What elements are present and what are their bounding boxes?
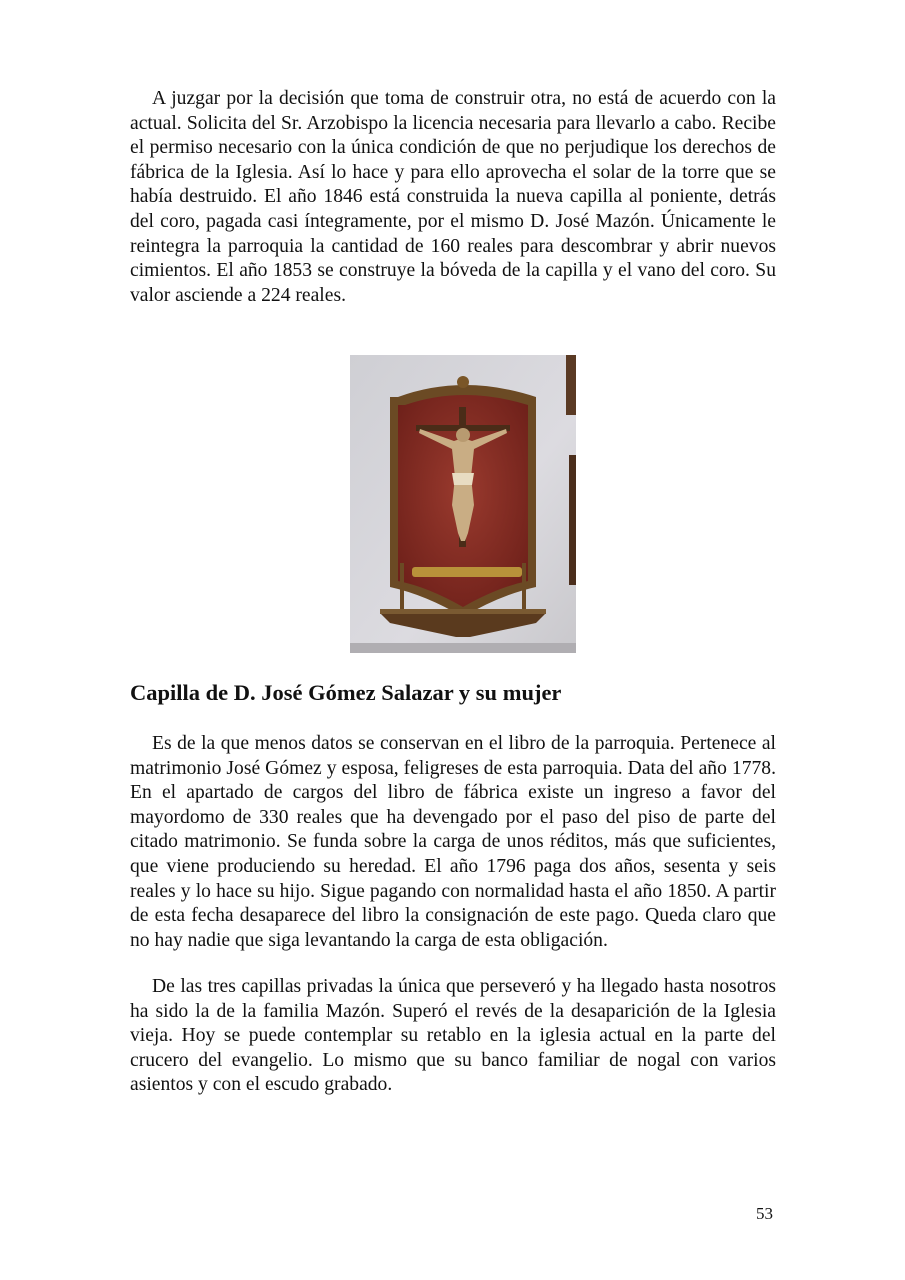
crucifix-photo [350,355,576,653]
section-heading: Capilla de D. José Gómez Salazar y su mujer [130,680,562,705]
page-number: 53 [756,1204,773,1223]
paragraph-capillas-privadas: De las tres capillas privadas la única que perseveró y ha llegado hasta nosotros ha sido la de la familia Mazón. Superó el revés de la desaparición de la Iglesia vieja. Hoy se puede contemplar su retablo en la iglesia actual en la parte del crucero del evangelio. Lo mismo que su banco familiar de nogal con varios asientos y con el escudo grabado. [130,976,776,1096]
paragraph-capilla-gomez: Es de la que menos datos se conservan en el libro de la parroquia. Pertenece al matrimonio José Gómez y esposa, feligreses de esta parroquia. Data del año 1778. En el apartado de cargos del libro de fábrica existe un ingreso a favor del mayordomo de 330 reales que ha devengado por el paso del piso de parte del citado matrimonio. Se funda sobre la carga de unos réditos, más que suficientes, que viene produciendo su heredad. El año 1796 paga dos años, sesenta y seis reales y lo hace su hijo. Sigue pagando con normalidad hasta el año 1850. A partir de esta fecha desaparece del libro la consignación de este pago. Queda claro que no hay nadie que siga levantando la carga de esta obligación. [130,733,776,951]
paragraph-capilla-mazon: A juzgar por la decisión que toma de construir otra, no está de acuerdo con la actual. Solicita del Sr. Arzobispo la licencia necesaria para llevarlo a cabo. Recibe el permiso necesario con la única condición de que no perjudique los derechos de fábrica de la Iglesia. Así lo hace y para ello aprovecha el solar de la torre que se había destruido. El año 1846 está construida la nueva capilla al poniente, detrás del coro, pagada casi íntegramente, por el mismo D. José Mazón. Únicamente le reintegra la parroquia la cantidad de 160 reales para descombrar y abrir nuevos cimientos. El año 1853 se construye la bóveda de la capilla y el vano del coro. Su valor asciende a 224 reales. [130,88,776,306]
